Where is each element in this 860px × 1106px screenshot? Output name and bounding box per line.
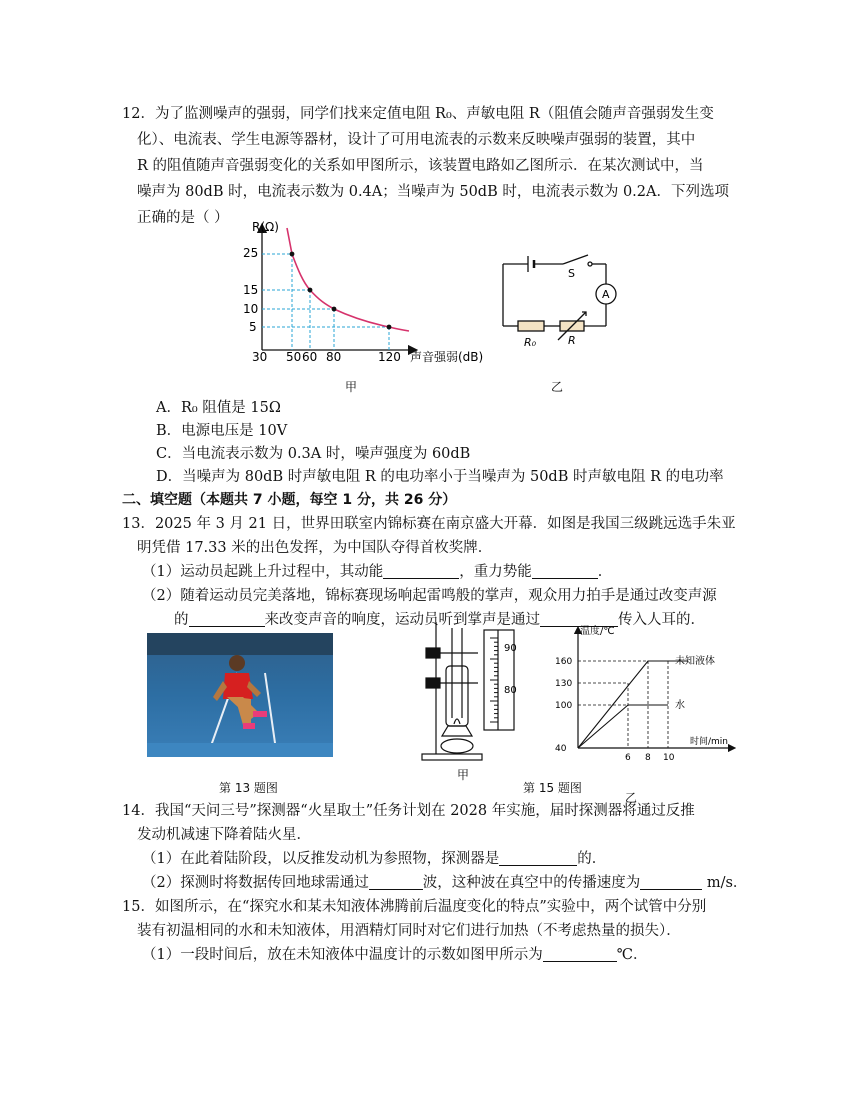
data-point [387,325,392,330]
x-tick-label: 80 [326,350,342,364]
temperature-graph [550,620,740,760]
q13-line-1: 13．2025 年 3 月 21 日，世界田联室内锦标赛在南京盛大开幕．如图是我国三级跳远选手朱亚 [122,516,736,532]
time-axis-label: 时间/min [690,737,729,747]
x-tick-label: 50 [286,350,302,364]
q13-line-2: 明凭借 17.33 米的出色发挥，为中国队夺得首枚奖牌． [137,540,493,556]
fig-caption-jia: 甲 [345,380,358,394]
answer-blank[interactable] [543,945,617,962]
water-line [578,705,668,748]
q14-part-2: （2）探测时将数据传回地球需通过 波，这种波在真空中的传播速度为 m/s． [142,875,748,891]
q14-line-1: 14．我国“天问三号”探测器“火星取土”任务计划在 2028 年实施，届时探测器将通过反推 [122,803,695,819]
q15-line-2: 装有初温相同的水和未知液体，用酒精灯同时对它们进行加热（不考虑热量的损失）． [137,923,681,939]
x-tick-label: 120 [378,350,401,364]
q12-option-c: C．当电流表示数为 0.3A 时，噪声强度为 60dB [156,446,471,462]
q13-part-1: （1）运动员起跳上升过程中，其动能 ，重力势能 ． [142,564,613,580]
q13-fig-caption: 第 13 题图 [219,781,278,795]
r-label: R [568,334,576,347]
q12-line-3: R 的阻值随声音强弱变化的关系如甲图所示，该装置电路如乙图所示．在某次测试中，当 [137,158,704,174]
temp-tick: 130 [555,679,573,689]
q14-line-2: 发动机减速下降着陆火星． [137,827,311,843]
y-tick-label: 25 [243,246,259,260]
x-tick-label: 60 [302,350,318,364]
legend-unknown-liquid: 未知液体 [675,656,715,667]
fig-caption-yi-15: 乙 [625,791,638,805]
time-tick: 8 [645,753,651,760]
thermo-tick-90: 90 [504,643,517,654]
temp-tick: 100 [555,701,573,711]
x-axis-label: 声音强弱(dB) [410,350,484,364]
answer-blank[interactable] [369,873,423,890]
legend-water: 水 [675,700,685,711]
fig-caption-jia-15: 甲 [457,768,470,782]
switch-lever [563,255,588,264]
x-tick-label: 30 [252,350,268,364]
temp-tick: 160 [555,657,573,667]
answer-blank[interactable] [189,610,265,627]
answer-blank[interactable] [532,562,598,579]
y-tick-label: 10 [243,302,259,316]
y-tick-label: 15 [243,283,259,297]
data-point [332,307,337,312]
circuit-diagram [498,250,628,350]
q12-option-a: A．R₀ 阻值是 15Ω [156,400,281,416]
resistance-graph [235,218,505,376]
answer-blank[interactable] [640,873,702,890]
y-tick-label: 5 [249,320,257,334]
data-point [308,288,313,293]
resistance-curve [287,228,409,331]
q12-line-2: 化）、电流表、学生电源等器材，设计了可用电流表的示数来反映噪声强弱的装置，其中 [137,132,696,148]
q13-part-2-cont: 的 来改变声音的响度，运动员听到掌声是通过 传入人耳的． [174,612,705,628]
thermo-tick-80: 80 [504,685,517,696]
q15-fig-caption: 第 15 题图 [523,781,582,795]
data-point [290,252,295,257]
time-tick: 6 [625,753,631,760]
temp-tick: 40 [555,744,567,754]
time-tick: 10 [663,753,675,760]
q15-line-1: 15．如图所示，在“探究水和某未知液体沸腾前后温度变化的特点”实验中，两个试管中分别 [122,899,707,915]
q12-line-5: 正确的是（ ） [137,210,229,226]
switch-label: S [568,267,575,280]
fig-caption-yi: 乙 [551,380,564,394]
r0-label: R₀ [524,336,537,349]
ammeter-label: A [602,288,610,301]
y-axis-label: R(Ω) [252,220,279,234]
q12-option-b: B．电源电压是 10V [156,423,288,439]
q12-option-d: D．当噪声为 80dB 时声敏电阻 R 的电功率小于当噪声为 50dB 时声敏电阻 R 的电功率 [156,469,724,485]
answer-blank[interactable] [499,849,577,866]
q12-line-1: 12．为了监测噪声的强弱，同学们找来定值电阻 R₀、声敏电阻 R（阻值会随声音强弱发生变 [122,106,714,122]
temp-axis-label: 温度/℃ [580,626,615,637]
q13-part-2: （2）随着运动员完美落地，锦标赛现场响起雷鸣般的掌声，观众用力拍手是通过改变声源 [142,588,717,604]
athlete-photo [147,633,333,757]
q12-line-4: 噪声为 80dB 时，电流表示数为 0.4A；当噪声为 50dB 时，电流表示数为 0.2A．下列选项 [137,184,729,200]
heating-apparatus [418,618,526,766]
q14-part-1: （1）在此着陆阶段，以反推发动机为参照物，探测器是 的． [142,851,607,867]
answer-blank[interactable] [383,562,459,579]
section-heading: 二、填空题（本题共 7 小题，每空 1 分，共 26 分） [122,492,457,508]
guide-lines [262,254,389,350]
q15-part-1: （1）一段时间后，放在未知液体中温度计的示数如图甲所示为 ℃． [142,947,648,963]
